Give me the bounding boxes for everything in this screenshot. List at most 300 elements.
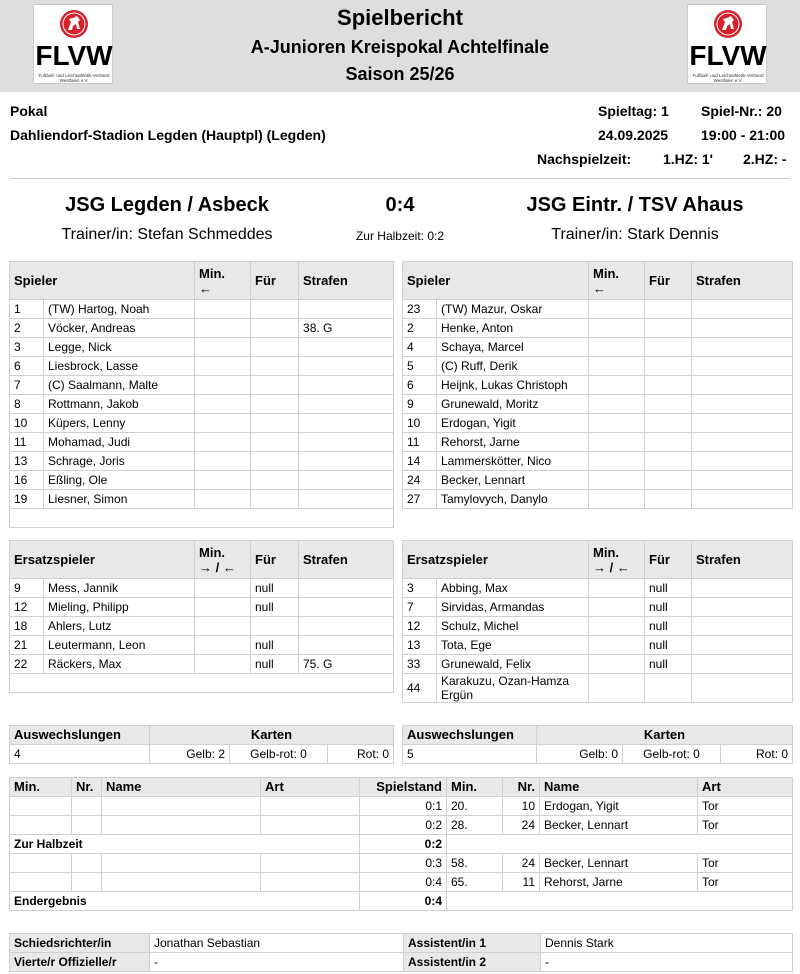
penalty xyxy=(299,471,394,490)
table-row xyxy=(403,452,793,471)
subs-label: Auswechslungen xyxy=(403,726,537,745)
player-name: Erdogan, Yigit xyxy=(437,414,589,433)
column-header: Ersatzspieler xyxy=(10,541,195,579)
player-name: Grunewald, Moritz xyxy=(437,395,589,414)
logo-text: FLVW xyxy=(35,40,113,71)
player-number: 9 xyxy=(10,579,44,598)
sub-minute xyxy=(195,655,251,674)
replaced-for xyxy=(645,452,692,471)
logo-subtext: Fußball- und Leichtathletik-Verband Westfalen e.V. xyxy=(38,73,110,83)
match-date: 24.09.2025 xyxy=(598,127,669,143)
page-title: Spielbericht xyxy=(337,5,463,30)
player-number: 2 xyxy=(10,319,44,338)
sub-minute xyxy=(589,452,645,471)
sub-minute xyxy=(195,338,251,357)
column-header: Strafen xyxy=(299,262,394,300)
column-header: Nr. xyxy=(72,778,102,797)
player-name: Grunewald, Felix xyxy=(437,655,589,674)
penalty: 75. G xyxy=(299,655,394,674)
sub-minute xyxy=(195,598,251,617)
sub-minute xyxy=(589,376,645,395)
table-row xyxy=(403,471,793,490)
penalty xyxy=(692,655,793,674)
player-number: 19 xyxy=(10,490,44,509)
player-number: 1 xyxy=(10,300,44,319)
replaced-for: null xyxy=(645,655,692,674)
flvw-logo-right xyxy=(687,4,767,84)
red-count: Rot: 0 xyxy=(721,745,793,764)
extra-time-second: 2.HZ: - xyxy=(743,151,787,167)
subs-label: Auswechslungen xyxy=(10,726,150,745)
sub-minute xyxy=(589,395,645,414)
table-row xyxy=(403,300,793,319)
replaced-for xyxy=(645,357,692,376)
column-header: Art xyxy=(261,778,360,797)
replaced-for: null xyxy=(251,579,299,598)
penalty xyxy=(299,452,394,471)
replaced-for: null xyxy=(251,655,299,674)
halftime-label: Zur Halbzeit xyxy=(10,835,360,854)
table-row-empty xyxy=(10,674,394,693)
player-name: (TW) Mazur, Oskar xyxy=(437,300,589,319)
season-title: Saison 25/26 xyxy=(345,64,455,84)
event-number: 24 xyxy=(503,854,540,873)
sub-minute xyxy=(195,490,251,509)
player-name: Mess, Jannik xyxy=(44,579,195,598)
replaced-for xyxy=(251,376,299,395)
fourth-official-name: - xyxy=(150,953,404,972)
event-score: 0:1 xyxy=(360,797,447,816)
match-time: 19:00 - 21:00 xyxy=(701,127,786,143)
player-name: Küpers, Lenny xyxy=(44,414,195,433)
penalty xyxy=(299,414,394,433)
player-name: Schrage, Joris xyxy=(44,452,195,471)
column-header: Für xyxy=(251,541,299,579)
player-number: 21 xyxy=(10,636,44,655)
column-header: Nr. xyxy=(503,778,540,797)
table-row xyxy=(10,655,394,674)
sub-minute xyxy=(195,395,251,414)
player-number: 33 xyxy=(403,655,437,674)
column-header: Min. ← xyxy=(195,262,251,300)
player-number: 22 xyxy=(10,655,44,674)
referee-name: Jonathan Sebastian xyxy=(150,934,404,953)
replaced-for xyxy=(645,433,692,452)
penalty xyxy=(692,674,793,703)
home-subs-table xyxy=(9,540,394,693)
fourth-official-label: Vierte/r Offizielle/r xyxy=(10,953,150,972)
table-row xyxy=(403,579,793,598)
table-row xyxy=(403,598,793,617)
player-number: 6 xyxy=(10,357,44,376)
table-row xyxy=(10,873,793,892)
event-type: Tor xyxy=(698,816,793,835)
penalty xyxy=(299,636,394,655)
player-name: Räckers, Max xyxy=(44,655,195,674)
replaced-for xyxy=(251,471,299,490)
table-row xyxy=(403,636,793,655)
sub-minute xyxy=(195,433,251,452)
replaced-for xyxy=(645,414,692,433)
table-row xyxy=(10,300,394,319)
player-number: 10 xyxy=(403,414,437,433)
venue: Dahliendorf-Stadion Legden (Hauptpl) (Legden) xyxy=(10,127,326,143)
assistant2-label: Assistent/in 2 xyxy=(404,953,541,972)
event-number: 24 xyxy=(503,816,540,835)
sub-minute xyxy=(589,338,645,357)
away-trainer: Trainer/in: Stark Dennis xyxy=(551,226,719,243)
penalty xyxy=(299,395,394,414)
penalty xyxy=(299,598,394,617)
replaced-for xyxy=(645,300,692,319)
replaced-for xyxy=(251,338,299,357)
player-name: Abbing, Max xyxy=(437,579,589,598)
horse-shield-icon xyxy=(57,9,91,39)
player-name: Tota, Ege xyxy=(437,636,589,655)
red-count: Rot: 0 xyxy=(328,745,394,764)
penalty xyxy=(692,617,793,636)
empty-cell xyxy=(10,509,394,528)
sub-minute xyxy=(195,376,251,395)
player-number: 14 xyxy=(403,452,437,471)
event-player: Erdogan, Yigit xyxy=(540,797,698,816)
column-header: Min. → / ← xyxy=(589,541,645,579)
match-number: Spiel-Nr.: 20 xyxy=(701,103,782,119)
sub-minute xyxy=(589,490,645,509)
yellow-count: Gelb: 0 xyxy=(537,745,623,764)
report-header xyxy=(0,0,800,92)
table-row xyxy=(10,433,394,452)
divider xyxy=(10,178,790,179)
penalty xyxy=(692,395,793,414)
sub-minute xyxy=(195,636,251,655)
table-row xyxy=(10,319,394,338)
player-name: Tamylovych, Danylo xyxy=(437,490,589,509)
replaced-for xyxy=(251,433,299,452)
player-number: 3 xyxy=(10,338,44,357)
table-row xyxy=(10,579,394,598)
player-name: Vöcker, Andreas xyxy=(44,319,195,338)
player-number: 12 xyxy=(403,617,437,636)
penalty xyxy=(692,376,793,395)
column-header: Art xyxy=(698,778,793,797)
flvw-logo-left xyxy=(33,4,113,84)
table-row xyxy=(403,433,793,452)
horse-shield-icon xyxy=(711,9,745,39)
column-header: Strafen xyxy=(299,541,394,579)
table-row xyxy=(10,338,394,357)
column-header: Spielstand xyxy=(360,778,447,797)
column-header: Ersatzspieler xyxy=(403,541,589,579)
halftime-score: Zur Halbzeit: 0:2 xyxy=(355,229,445,243)
final-label: Endergebnis xyxy=(10,892,360,911)
cards-label: Karten xyxy=(537,726,793,745)
replaced-for xyxy=(645,338,692,357)
player-name: Eßling, Ole xyxy=(44,471,195,490)
penalty xyxy=(692,414,793,433)
table-row xyxy=(10,854,793,873)
home-team-name: JSG Legden / Asbeck xyxy=(65,194,269,216)
penalty xyxy=(299,300,394,319)
sub-minute xyxy=(589,655,645,674)
event-minute: 28. xyxy=(447,816,503,835)
replaced-for: null xyxy=(645,636,692,655)
sub-minute xyxy=(195,357,251,376)
subs-count: 5 xyxy=(403,745,537,764)
player-name: Leutermann, Leon xyxy=(44,636,195,655)
replaced-for xyxy=(251,452,299,471)
sub-minute xyxy=(589,617,645,636)
extra-time-label: Nachspielzeit: xyxy=(537,151,632,167)
replaced-for xyxy=(645,490,692,509)
sub-minute xyxy=(195,579,251,598)
sub-minute xyxy=(589,636,645,655)
subs-count: 4 xyxy=(10,745,150,764)
matchday: Spieltag: 1 xyxy=(598,103,669,119)
player-number: 7 xyxy=(10,376,44,395)
final-score: 0:4 xyxy=(385,194,415,216)
logo-text: FLVW xyxy=(689,40,767,71)
table-row xyxy=(10,617,394,636)
event-score: 0:2 xyxy=(360,816,447,835)
sub-minute xyxy=(589,433,645,452)
penalty xyxy=(299,579,394,598)
replaced-for xyxy=(251,617,299,636)
penalty xyxy=(692,490,793,509)
player-name: Mohamad, Judi xyxy=(44,433,195,452)
replaced-for xyxy=(645,376,692,395)
table-row xyxy=(403,319,793,338)
away-summary-table xyxy=(402,725,793,764)
column-header: Für xyxy=(251,262,299,300)
sub-minute xyxy=(589,579,645,598)
player-number: 24 xyxy=(403,471,437,490)
player-name: Lammerskötter, Nico xyxy=(437,452,589,471)
event-player: Rehorst, Jarne xyxy=(540,873,698,892)
player-name: Rottmann, Jakob xyxy=(44,395,195,414)
player-number: 10 xyxy=(10,414,44,433)
column-header: Min. xyxy=(447,778,503,797)
sub-minute xyxy=(195,471,251,490)
player-number: 3 xyxy=(403,579,437,598)
player-number: 12 xyxy=(10,598,44,617)
column-header: Name xyxy=(102,778,261,797)
penalty xyxy=(692,300,793,319)
replaced-for xyxy=(251,319,299,338)
penalty xyxy=(692,338,793,357)
away-lineup-table xyxy=(402,261,793,509)
player-number: 6 xyxy=(403,376,437,395)
player-name: Heijnk, Lukas Christoph xyxy=(437,376,589,395)
player-name: Schaya, Marcel xyxy=(437,338,589,357)
table-row xyxy=(403,338,793,357)
event-minute: 20. xyxy=(447,797,503,816)
penalty xyxy=(692,598,793,617)
replaced-for xyxy=(251,357,299,376)
event-player: Becker, Lennart xyxy=(540,816,698,835)
table-row xyxy=(10,598,394,617)
home-trainer: Trainer/in: Stefan Schmeddes xyxy=(61,226,273,243)
table-row xyxy=(10,395,394,414)
penalty xyxy=(692,452,793,471)
table-row xyxy=(10,376,394,395)
player-number: 16 xyxy=(10,471,44,490)
table-row xyxy=(10,797,793,816)
event-minute: 58. xyxy=(447,854,503,873)
penalty xyxy=(299,376,394,395)
penalty xyxy=(692,636,793,655)
penalty xyxy=(692,433,793,452)
penalty xyxy=(692,319,793,338)
assistant1-name: Dennis Stark xyxy=(541,934,793,953)
penalty xyxy=(299,357,394,376)
player-number: 23 xyxy=(403,300,437,319)
column-header: Spieler xyxy=(10,262,195,300)
table-row xyxy=(403,414,793,433)
player-number: 27 xyxy=(403,490,437,509)
player-name: (C) Saalmann, Malte xyxy=(44,376,195,395)
match-events-table xyxy=(9,777,793,911)
penalty xyxy=(692,357,793,376)
player-name: Sirvidas, Armandas xyxy=(437,598,589,617)
player-number: 44 xyxy=(403,674,437,703)
player-name: Mieling, Philipp xyxy=(44,598,195,617)
table-row xyxy=(403,674,793,703)
player-number: 7 xyxy=(403,598,437,617)
match-type: Pokal xyxy=(10,103,48,119)
replaced-for xyxy=(251,300,299,319)
cards-label: Karten xyxy=(150,726,394,745)
table-row xyxy=(403,655,793,674)
table-row xyxy=(10,816,793,835)
final-row xyxy=(10,892,793,911)
player-name: (C) Ruff, Derik xyxy=(437,357,589,376)
player-name: Schulz, Michel xyxy=(437,617,589,636)
player-name: Liesbrock, Lasse xyxy=(44,357,195,376)
logo-subtext: Fußball- und Leichtathletik-Verband Westfalen e.V. xyxy=(692,73,764,83)
event-type: Tor xyxy=(698,873,793,892)
sub-minute xyxy=(195,319,251,338)
competition-title: A-Junioren Kreispokal Achtelfinale xyxy=(250,37,550,57)
player-name: Henke, Anton xyxy=(437,319,589,338)
table-row xyxy=(10,471,394,490)
officials-table xyxy=(9,933,793,972)
column-header: Für xyxy=(645,541,692,579)
event-minute: 65. xyxy=(447,873,503,892)
player-name: Rehorst, Jarne xyxy=(437,433,589,452)
table-row xyxy=(403,357,793,376)
column-header: Min. → / ← xyxy=(195,541,251,579)
table-row xyxy=(403,395,793,414)
replaced-for: null xyxy=(251,598,299,617)
player-number: 13 xyxy=(10,452,44,471)
table-row xyxy=(403,617,793,636)
table-row xyxy=(10,636,394,655)
player-name: Becker, Lennart xyxy=(437,471,589,490)
table-row-empty xyxy=(10,509,394,528)
sub-minute xyxy=(589,674,645,703)
assistant2-name: - xyxy=(541,953,793,972)
halftime-row xyxy=(10,835,793,854)
column-header: Strafen xyxy=(692,541,793,579)
replaced-for xyxy=(645,395,692,414)
replaced-for xyxy=(251,395,299,414)
player-name: Legge, Nick xyxy=(44,338,195,357)
replaced-for xyxy=(251,490,299,509)
table-row xyxy=(403,490,793,509)
player-name: (TW) Hartog, Noah xyxy=(44,300,195,319)
column-header: Spieler xyxy=(403,262,589,300)
empty-cell xyxy=(10,674,394,693)
sub-minute xyxy=(589,414,645,433)
player-number: 9 xyxy=(403,395,437,414)
sub-minute xyxy=(589,357,645,376)
yellow-red-count: Gelb-rot: 0 xyxy=(623,745,721,764)
table-row xyxy=(10,414,394,433)
table-row xyxy=(10,452,394,471)
table-row xyxy=(10,490,394,509)
away-subs-table xyxy=(402,540,793,703)
player-number: 11 xyxy=(10,433,44,452)
replaced-for xyxy=(645,471,692,490)
yellow-red-count: Gelb-rot: 0 xyxy=(230,745,328,764)
sub-minute xyxy=(195,300,251,319)
player-number: 5 xyxy=(403,357,437,376)
replaced-for xyxy=(251,414,299,433)
penalty xyxy=(299,338,394,357)
assistant1-label: Assistent/in 1 xyxy=(404,934,541,953)
replaced-for xyxy=(645,674,692,703)
penalty: 38. G xyxy=(299,319,394,338)
home-summary-table xyxy=(9,725,394,764)
column-header: Min. xyxy=(10,778,72,797)
table-row xyxy=(10,357,394,376)
penalty xyxy=(692,579,793,598)
replaced-for: null xyxy=(251,636,299,655)
column-header: Strafen xyxy=(692,262,793,300)
player-number: 18 xyxy=(10,617,44,636)
player-name: Karakuzu, Ozan-Hamza Ergün xyxy=(437,674,589,703)
column-header: Für xyxy=(645,262,692,300)
sub-minute xyxy=(589,319,645,338)
home-lineup-table xyxy=(9,261,394,528)
table-row xyxy=(403,376,793,395)
sub-minute xyxy=(589,300,645,319)
sub-minute xyxy=(195,452,251,471)
replaced-for xyxy=(645,319,692,338)
column-header: Min. ← xyxy=(589,262,645,300)
extra-time-first: 1.HZ: 1' xyxy=(663,151,714,167)
event-type: Tor xyxy=(698,854,793,873)
penalty xyxy=(299,433,394,452)
player-number: 8 xyxy=(10,395,44,414)
sub-minute xyxy=(195,414,251,433)
replaced-for: null xyxy=(645,598,692,617)
yellow-count: Gelb: 2 xyxy=(150,745,230,764)
event-player: Becker, Lennart xyxy=(540,854,698,873)
final-result: 0:4 xyxy=(360,892,447,911)
halftime-result: 0:2 xyxy=(360,835,447,854)
player-name: Liesner, Simon xyxy=(44,490,195,509)
player-number: 11 xyxy=(403,433,437,452)
player-number: 4 xyxy=(403,338,437,357)
referee-label: Schiedsrichter/in xyxy=(10,934,150,953)
player-name: Ahlers, Lutz xyxy=(44,617,195,636)
event-number: 10 xyxy=(503,797,540,816)
penalty xyxy=(692,471,793,490)
penalty xyxy=(299,490,394,509)
replaced-for: null xyxy=(645,617,692,636)
